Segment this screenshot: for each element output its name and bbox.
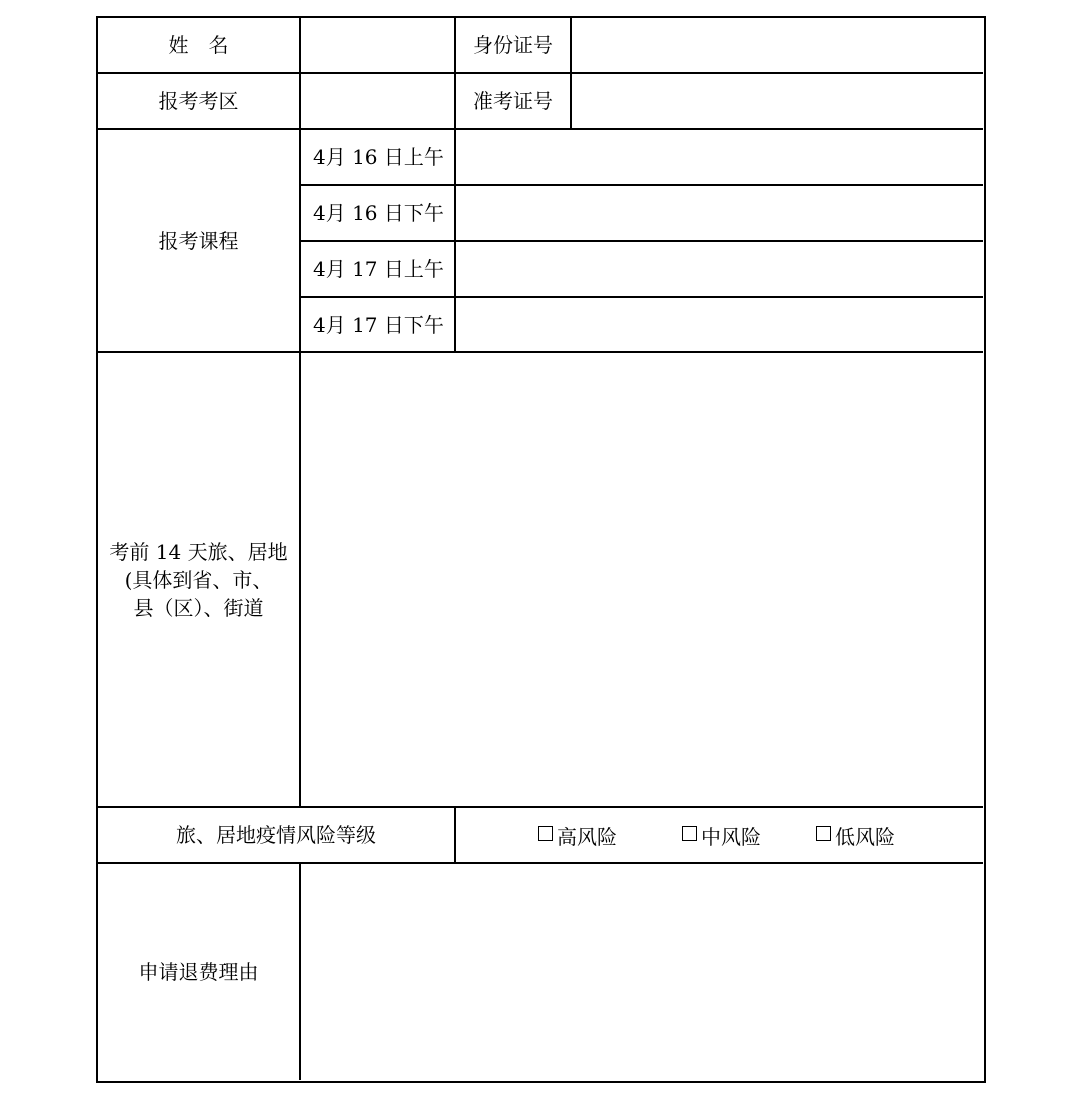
refund-reason-field[interactable] bbox=[301, 864, 983, 1080]
checkbox-icon[interactable] bbox=[682, 826, 697, 841]
checkbox-icon[interactable] bbox=[816, 826, 831, 841]
exam-region-field[interactable] bbox=[301, 74, 454, 128]
risk-level-options bbox=[456, 808, 983, 862]
risk-level-label: 旅、居地疫情风险等级 bbox=[176, 823, 376, 847]
session-label: 4月 17 日上午 bbox=[313, 257, 444, 281]
session-course-field[interactable] bbox=[456, 186, 983, 240]
risk-option-label: 中风险 bbox=[701, 824, 761, 849]
session-label: 4月 16 日下午 bbox=[313, 201, 444, 225]
travel-history-label-line: (具体到省、市、 bbox=[124, 567, 273, 592]
travel-history-label bbox=[98, 353, 299, 806]
risk-option-label: 低风险 bbox=[835, 824, 895, 849]
risk-option-high[interactable] bbox=[538, 821, 617, 850]
travel-history-label-line: 县（区）、街道 bbox=[133, 595, 264, 620]
risk-option-low[interactable] bbox=[816, 821, 895, 850]
session-course-field[interactable] bbox=[456, 298, 983, 351]
exam-region-label: 报考考区 bbox=[158, 89, 239, 113]
refund-reason-label: 申请退费理由 bbox=[138, 960, 259, 984]
session-course-field[interactable] bbox=[456, 242, 983, 296]
travel-history-label-line: 考前 14 天旅、居地 bbox=[109, 539, 288, 564]
id-number-label: 身份证号 bbox=[473, 33, 553, 57]
admission-ticket-field[interactable] bbox=[572, 74, 983, 128]
refund-application-form bbox=[96, 16, 986, 1083]
session-label: 4月 16 日上午 bbox=[313, 145, 444, 169]
checkbox-icon[interactable] bbox=[538, 826, 553, 841]
courses-label: 报考课程 bbox=[158, 228, 239, 253]
risk-option-label: 高风险 bbox=[557, 824, 617, 849]
session-course-field[interactable] bbox=[456, 130, 983, 184]
risk-option-medium[interactable] bbox=[682, 821, 761, 850]
id-number-field[interactable] bbox=[572, 18, 983, 72]
admission-ticket-label: 准考证号 bbox=[473, 89, 553, 113]
name-label: 姓 名 bbox=[168, 33, 229, 57]
name-field[interactable] bbox=[301, 18, 454, 72]
travel-history-field[interactable] bbox=[301, 353, 983, 806]
session-label: 4月 17 日下午 bbox=[313, 312, 444, 337]
